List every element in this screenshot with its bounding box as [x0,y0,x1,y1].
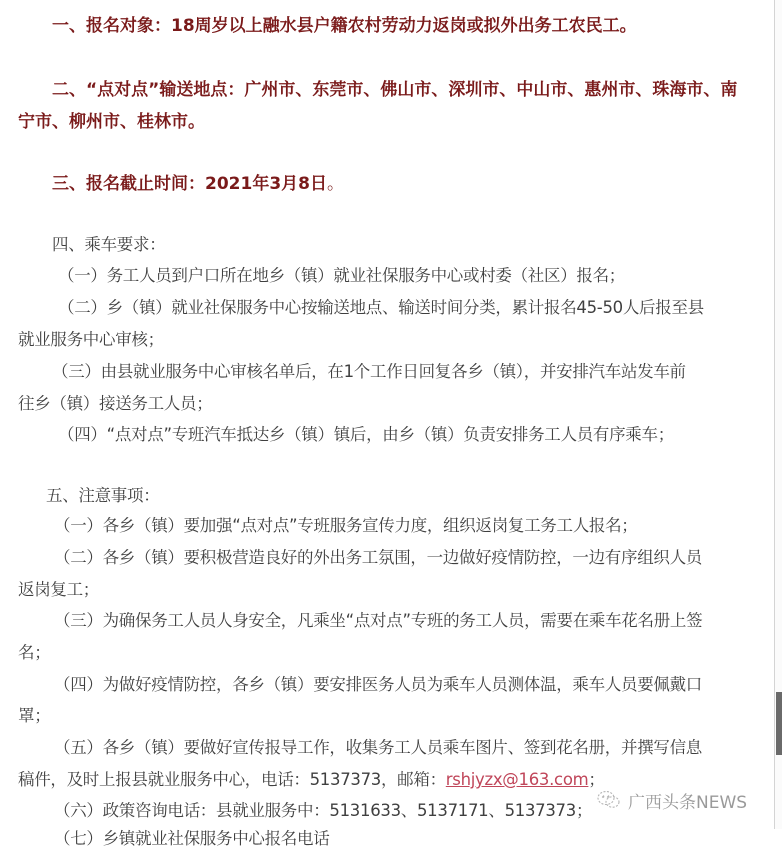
deadline-text: 三、报名截止时间：2021年3月8日 [52,174,327,194]
list-item: （三）由县就业服务中心审核名单后，在1个工作日回复各乡（镇），并安排汽车站发车前 [52,362,686,381]
list-item: （四）“点对点”专班汽车抵达乡（镇）镇后，由乡（镇）负责安排务工人员有序乘车； [58,425,674,444]
section-5-title: 五、注意事项： [46,486,160,505]
section-4-title: 四、乘车要求： [52,235,166,254]
section-2-heading-cont: 宁市、柳州市、桂林市。 [18,112,205,132]
section-1-heading: 一、报名对象：18周岁以上融水县户籍农村劳动力返岗或拟外出务工农民工。 [52,16,637,36]
list-item: （一）务工人员到户口所在地乡（镇）就业社保服务中心或村委（社区）报名； [58,266,626,285]
watermark-text: 广西头条NEWS [628,792,748,813]
watermark [596,786,747,814]
list-item: （六）政策咨询电话：县就业服务中：5131633、5137171、5137373； [54,801,593,820]
list-item-cont: 往乡（镇）接送务工人员； [18,394,213,413]
list-item-cont [18,768,605,792]
deadline-period: 。 [326,174,344,194]
contact-suffix: ； [588,770,605,789]
list-item: （一）各乡（镇）要加强“点对点”专班服务宣传力度，组织返岗复工务工人报名； [54,516,638,535]
list-item: （四）为做好疫情防控，各乡（镇）要安排医务人员为乘车人员测体温，乘车人员要佩戴口 [54,675,703,694]
list-item: （五）各乡（镇）要做好宣传报导工作，收集务工人员乘车图片、签到花名册，并撰写信息 [54,738,703,757]
scrollbar-thumb[interactable] [776,692,782,755]
list-item-cont: 返岗复工； [18,580,100,599]
list-item: （二）各乡（镇）要积极营造良好的外出务工氛围，一边做好疫情防控，一边有序组织人员 [54,548,703,567]
list-item: （二）乡（镇）就业社保服务中心按输送地点、输送时间分类，累计报名45-50人后报至县 [58,298,704,317]
list-item-partial: （七）乡镇就业社保服务中心报名电话 [54,829,330,848]
email-link[interactable]: rshjyzx@163.com [445,770,589,789]
list-item-cont: 就业服务中心审核； [18,330,164,349]
contact-text: 稿件，及时上报县就业服务中心，电话：5137373，邮箱： [18,770,446,789]
list-item: （三）为确保务工人员人身安全，凡乘坐“点对点”专班的务工人员，需要在乘车花名册上签 [54,611,703,630]
wechat-icon [596,789,622,811]
section-2-heading: 二、“点对点”输送地点：广州市、东莞市、佛山市、深圳市、中山市、惠州市、珠海市、南 [52,80,738,100]
section-3-heading [52,172,344,196]
list-item-cont: 名； [18,643,51,662]
list-item-cont: 罩； [18,706,51,725]
